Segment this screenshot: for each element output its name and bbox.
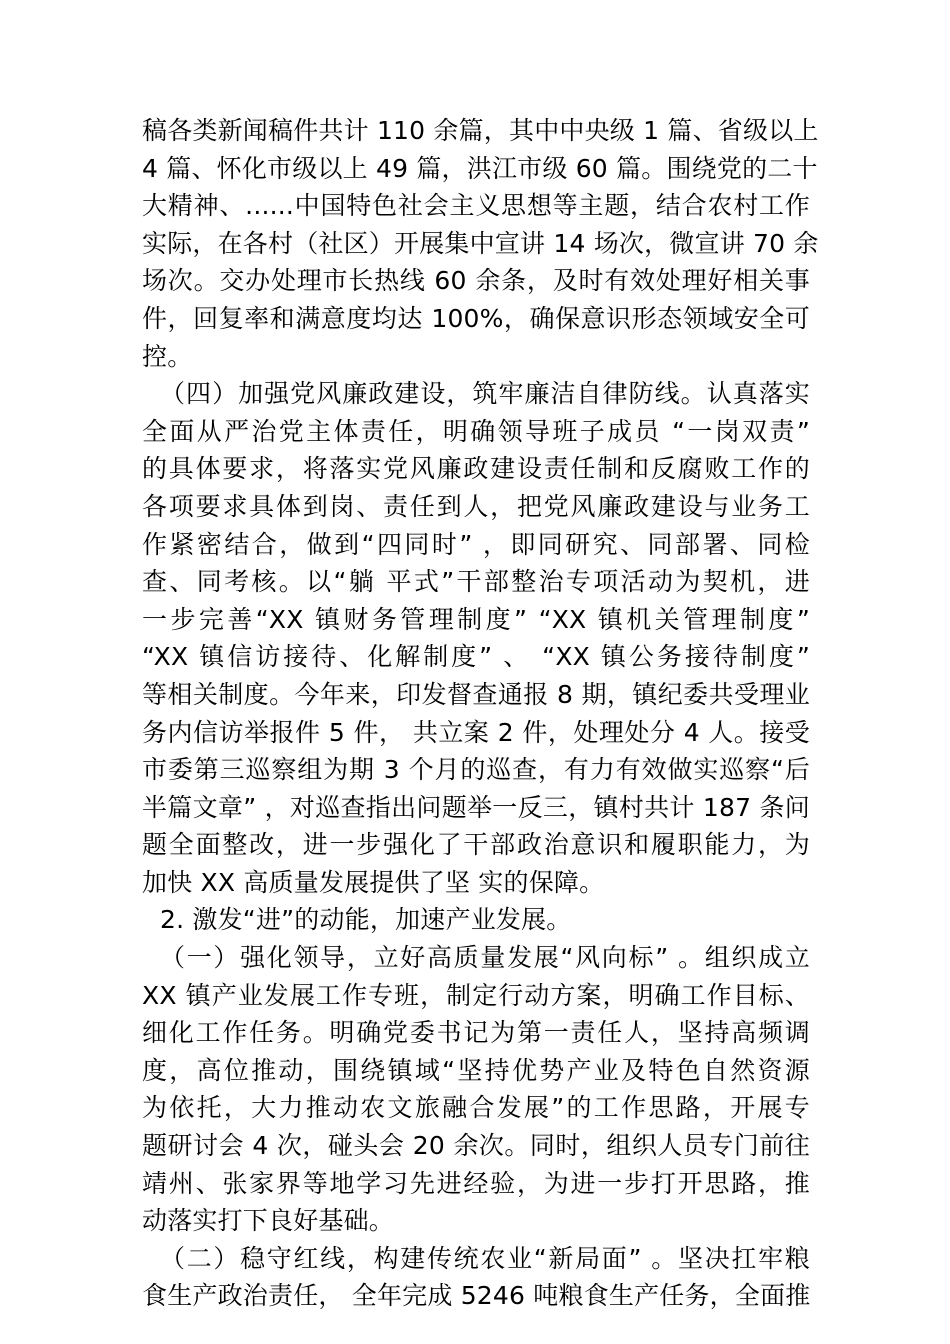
text-line: 场次。交办处理市长热线 60 余条，及时有效处理好相关事 <box>142 266 810 296</box>
text-line: 题研讨会 4 次，碰头会 20 余次。同时，组织人员专门前往 <box>142 1131 810 1161</box>
text-line: XX 镇产业发展工作专班，制定行动方案，明确工作目标、 <box>142 980 810 1010</box>
text-line: 等相关制度。今年来，印发督查通报 8 期，镇纪委共受理业 <box>142 679 810 709</box>
text-line: 细化工作任务。明确党委书记为第一责任人，坚持高频调 <box>142 1018 810 1048</box>
text-line: 全面从严治党主体责任，明确领导班子成员 “一岗双责” <box>142 416 810 446</box>
text-line: 加快 XX 高质量发展提供了坚 实的保障。 <box>142 867 605 897</box>
text-line: 的具体要求，将落实党风廉政建设责任制和反腐败工作的 <box>142 454 810 484</box>
text-line: 动落实打下良好基础。 <box>142 1206 395 1236</box>
text-line: 半篇文章” ，对巡查指出问题举一反三，镇村共计 187 条问 <box>142 792 810 822</box>
text-line: 市委第三巡察组为期 3 个月的巡查，有力有效做实巡察“后 <box>142 755 810 785</box>
text-line: 度，高位推动，围绕镇域“坚持优势产业及特色自然资源 <box>142 1055 810 1085</box>
text-line: 实际，在各村（社区）开展集中宣讲 14 场次，微宣讲 70 余 <box>142 228 819 258</box>
text-line: 大精神、......中国特色社会主义思想等主题，结合农村工作 <box>142 191 810 221</box>
text-line: 务内信访举报件 5 件， 共立案 2 件，处理处分 4 人。接受 <box>142 717 810 747</box>
text-line: “XX 镇信访接待、化解制度” 、 “XX 镇公务接待制度” <box>142 642 810 672</box>
text-line: 2. 激发“进”的动能，加速产业发展。 <box>160 905 572 935</box>
text-line: 为依托，大力推动农文旅融合发展”的工作思路，开展专 <box>142 1093 810 1123</box>
text-line: 题全面整改，进一步强化了干部政治意识和履职能力，为 <box>142 830 810 860</box>
text-line: 作紧密结合，做到“四同时” ，即同研究、同部署、同检 <box>142 529 810 559</box>
text-line: 4 篇、怀化市级以上 49 篇，洪江市级 60 篇。围绕党的二十 <box>142 153 818 183</box>
text-line: 查、同考核。以“躺 平式”干部整治专项活动为契机，进 <box>142 567 810 597</box>
text-line: （二）稳守红线，构建传统农业“新局面” 。坚决扛牢粮 <box>160 1243 810 1273</box>
text-line: 件，回复率和满意度均达 100%，确保意识形态领域安全可 <box>142 303 810 333</box>
text-line: 一步完善“XX 镇财务管理制度” “XX 镇机关管理制度” <box>142 604 810 634</box>
text-line: 食生产政治责任， 全年完成 5246 吨粮食生产任务，全面推 <box>142 1281 811 1311</box>
document-body <box>142 112 819 1315</box>
text-line: 各项要求具体到岗、责任到人，把党风廉政建设与业务工 <box>142 491 810 521</box>
text-line: 靖州、张家界等地学习先进经验，为进一步打开思路，推 <box>142 1168 810 1198</box>
text-line: （四）加强党风廉政建设，筑牢廉洁自律防线。认真落实 <box>160 379 810 409</box>
text-line: （一）强化领导，立好高质量发展“风向标” 。组织成立 <box>160 943 810 973</box>
text-line: 控。 <box>142 341 193 371</box>
text-line: 稿各类新闻稿件共计 110 余篇，其中中央级 1 篇、省级以上 <box>142 116 819 145</box>
